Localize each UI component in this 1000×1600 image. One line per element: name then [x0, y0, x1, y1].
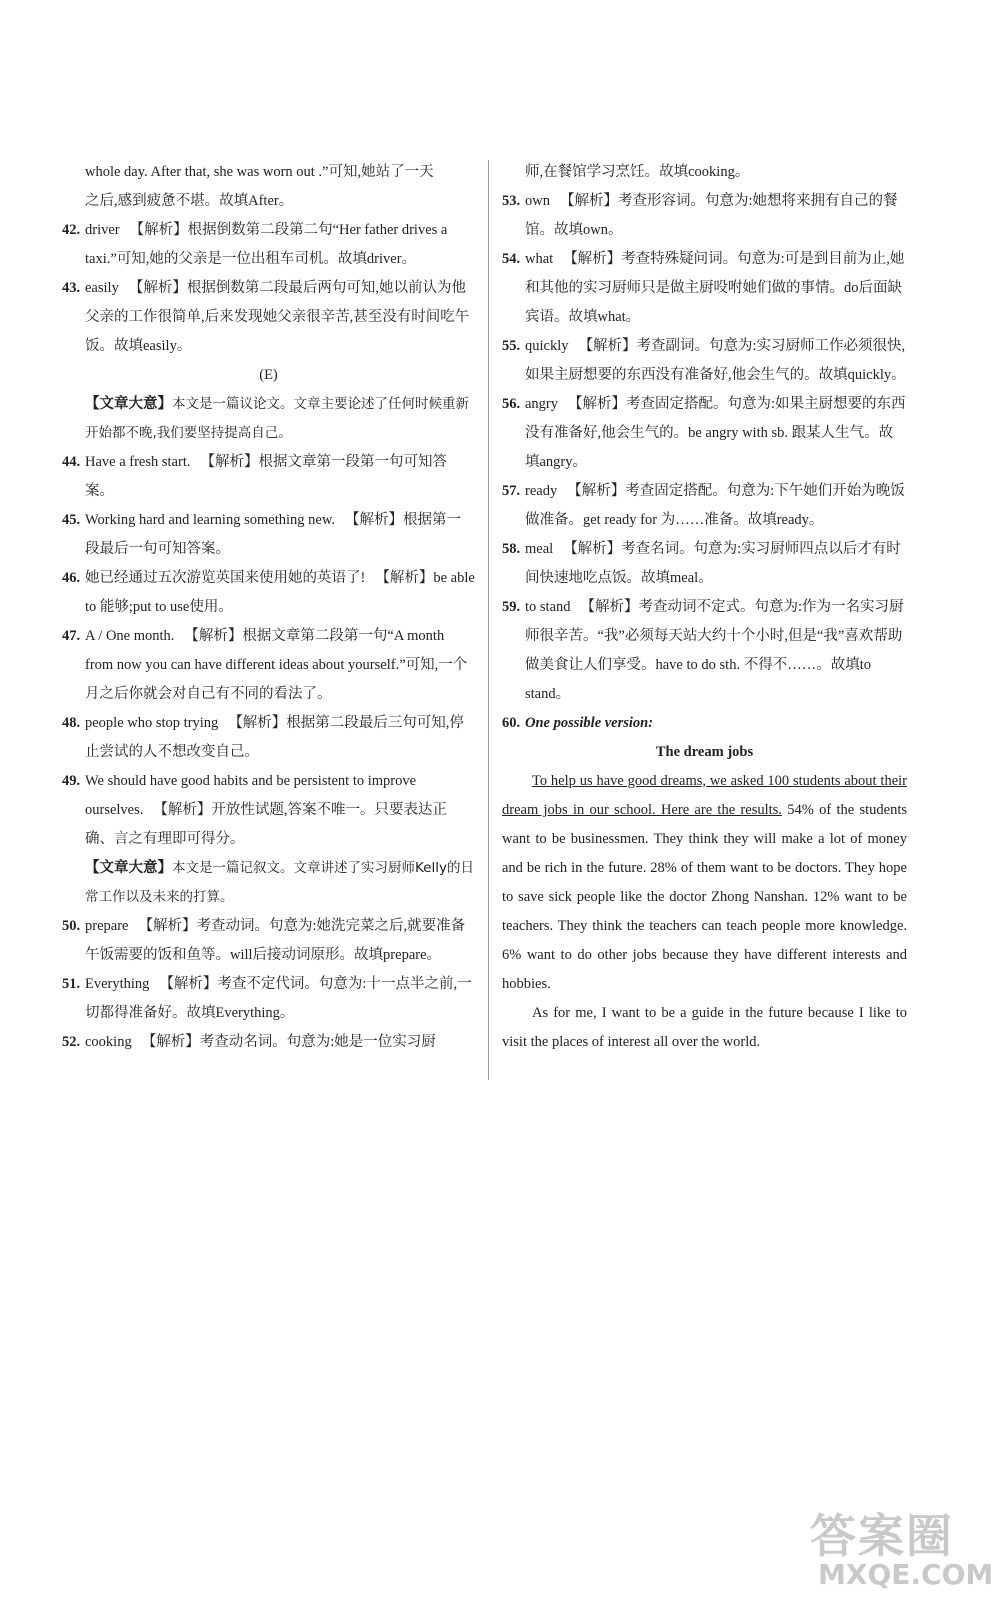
item-answer: We should have good habits and be persistent to improve ourselves.	[85, 773, 417, 818]
item-number: 42.	[62, 222, 81, 238]
column-divider	[488, 160, 489, 1080]
analysis-tag: 【解析】	[129, 222, 188, 238]
item-answer: A / One month.	[85, 628, 175, 644]
analysis-tag: 【解析】	[128, 280, 187, 296]
item-number: 43.	[62, 280, 81, 296]
watermark-logo	[810, 1500, 995, 1595]
item-explanation: 考查固定搭配。句意为:下午她们开始为晚饭做准备。get ready for 为……准备。故填ready。	[525, 483, 905, 528]
analysis-tag: 【解析】	[578, 338, 637, 354]
analysis-tag: 【解析】	[375, 570, 434, 586]
right-column	[502, 158, 907, 1057]
item-number: 58.	[502, 541, 521, 557]
answer-item-45	[62, 506, 475, 564]
answer-item-54	[502, 245, 907, 332]
item-number: 56.	[502, 396, 521, 412]
analysis-tag: 【解析】	[141, 1034, 200, 1050]
answer-item-55	[502, 332, 907, 390]
section-e-heading: (E)	[259, 367, 278, 383]
item-explanation: 根据文章第二段第一句“A month from now you can have different ideas about yourself.”可知,一个月之后你就会对自己有不同的看法了。	[85, 628, 468, 702]
summary-e	[62, 390, 475, 448]
summary-text: 本文是一篇记叙文。文章讲述了实习厨师Kelly的日常工作以及未来的打算。	[85, 860, 474, 905]
item-number: 59.	[502, 599, 521, 615]
item-number: 47.	[62, 628, 81, 644]
essay-body: 54% of the students want to be businessmen. They think they will make a lot of money and be rich in the future. 28% of them want to be doctors. They hope to save sick people like the doctor Zhong Nanshan. 12% want to be teachers. They think the teachers can teach people more knowledge. 6% want to do other jobs because they have different interests and hobbies.	[502, 802, 907, 992]
item-answer: what	[525, 251, 554, 267]
item-explanation: 考查动名词。句意为:她是一位实习厨	[199, 1034, 436, 1050]
item-answer: Everything	[85, 976, 150, 992]
summary-tag: 【文章大意】	[85, 396, 172, 412]
watermark-text: 答案圈	[810, 1509, 954, 1563]
item-explanation: 根据倒数第二段最后两句可知,她以前认为他父亲的工作很简单,后来发现她父亲很辛苦,甚至没有时间吃午饭。故填easily。	[85, 280, 470, 354]
q52-continuation: 师,在餐馆学习烹饪。故填cooking。	[525, 164, 750, 180]
item-explanation: 根据文章第一段第一句可知答案。	[85, 454, 447, 499]
q41-cont-line1: whole day. After that, she was worn out .”可知,她站了一天	[85, 164, 434, 180]
item-explanation: 根据第一段最后一句可知答案。	[85, 512, 461, 557]
answer-item-50	[62, 912, 475, 970]
item-explanation: 考查动词不定式。句意为:作为一名实习厨师很辛苦。“我”必须每天站大约十个小时,但是“我”喜欢帮助做美食让人们享受。have to do sth. 不得不……。故填to stand。	[525, 599, 904, 702]
item-answer: angry	[525, 396, 559, 412]
item-explanation: be able to 能够;put to use使用。	[85, 570, 475, 615]
item-answer: 她已经通过五次游览英国来使用她的英语了!	[85, 570, 366, 586]
essay-paragraph-2: As for me, I want to be a guide in the future because I like to visit the places of interest all over the world.	[502, 1005, 907, 1050]
answer-item-49	[62, 767, 475, 854]
item-answer: meal	[525, 541, 554, 557]
item-explanation: 考查名词。句意为:实习厨师四点以后才有时间快速地吃点饭。故填meal。	[525, 541, 901, 586]
answer-item-56	[502, 390, 907, 477]
left-column	[62, 158, 475, 1057]
item-answer: Working hard and learning something new.	[85, 512, 335, 528]
analysis-tag: 【解析】	[153, 802, 212, 818]
essay-title: The dream jobs	[655, 744, 754, 760]
item-number: 51.	[62, 976, 81, 992]
answer-item-44	[62, 448, 475, 506]
item-number: 57.	[502, 483, 521, 499]
item-number: 45.	[62, 512, 81, 528]
analysis-tag: 【解析】	[568, 396, 627, 412]
item-number: 60.	[502, 715, 521, 731]
watermark-url: MXQE.COM	[818, 1558, 994, 1591]
item-answer: to stand	[525, 599, 571, 615]
item-explanation: 根据倒数第二段第二句“Her father drives a taxi.”可知,她的父亲是一位出租车司机。故填driver。	[85, 222, 448, 267]
answer-item-58	[502, 535, 907, 593]
item-answer: ready	[525, 483, 558, 499]
item-explanation: 考查动词。句意为:她洗完菜之后,就要准备午饭需要的饭和鱼等。will后接动词原形。故填prepare。	[85, 918, 466, 963]
summary-text: 本文是一篇议论文。文章主要论述了任何时候重新开始都不晚,我们要坚持提高自己。	[85, 396, 469, 441]
analysis-tag: 【解析】	[159, 976, 218, 992]
item-number: 46.	[62, 570, 81, 586]
analysis-tag: 【解析】	[567, 483, 626, 499]
item-number: 48.	[62, 715, 81, 731]
analysis-tag: 【解析】	[228, 715, 287, 731]
answer-item-42	[62, 216, 475, 274]
analysis-tag: 【解析】	[563, 541, 622, 557]
item-answer: prepare	[85, 918, 129, 934]
item-explanation: 考查形容词。句意为:她想将来拥有自己的餐馆。故填own。	[525, 193, 898, 238]
analysis-tag: 【解析】	[563, 251, 622, 267]
item-answer: cooking	[85, 1034, 132, 1050]
essay-label: One possible version:	[525, 715, 654, 731]
summary-tag: 【文章大意】	[85, 860, 172, 876]
item-answer: own	[525, 193, 550, 209]
item-answer: quickly	[525, 338, 569, 354]
answer-item-52	[62, 1028, 475, 1057]
item-explanation: 根据第二段最后三句可知,停止尝试的人不想改变自己。	[85, 715, 464, 760]
item-number: 54.	[502, 251, 521, 267]
item-explanation: 考查固定搭配。句意为:如果主厨想要的东西没有准备好,他会生气的。be angry with sb. 跟某人生气。故填angry。	[525, 396, 906, 470]
analysis-tag: 【解析】	[200, 454, 259, 470]
item-number: 49.	[62, 773, 81, 789]
answer-item-46	[62, 564, 475, 622]
item-explanation: 考查不定代词。句意为:十一点半之前,一切都得准备好。故填Everything。	[85, 976, 472, 1021]
item-answer: Have a fresh start.	[85, 454, 191, 470]
essay-intro-underlined: To help us have good dreams, we asked 100 students about their dream jobs in our school. Here are the results.	[502, 773, 907, 818]
item-number: 53.	[502, 193, 521, 209]
summary-f	[62, 854, 475, 912]
answer-item-57	[502, 477, 907, 535]
analysis-tag: 【解析】	[138, 918, 197, 934]
answer-item-43	[62, 274, 475, 361]
answer-item-59	[502, 593, 907, 709]
item-answer: easily	[85, 280, 119, 296]
answer-item-48	[62, 709, 475, 767]
item-number: 50.	[62, 918, 81, 934]
analysis-tag: 【解析】	[559, 193, 618, 209]
analysis-tag: 【解析】	[344, 512, 403, 528]
answer-item-51	[62, 970, 475, 1028]
essay-header	[502, 709, 907, 738]
analysis-tag: 【解析】	[184, 628, 243, 644]
essay-paragraph-1	[502, 767, 907, 999]
item-number: 52.	[62, 1034, 81, 1050]
item-explanation: 考查副词。句意为:实习厨师工作必须很快,如果主厨想要的东西没有准备好,他会生气的。故填quickly。	[525, 338, 906, 383]
item-answer: people who stop trying	[85, 715, 219, 731]
item-answer: driver	[85, 222, 120, 238]
q41-cont-line2: 之后,感到疲惫不堪。故填After。	[85, 193, 294, 209]
item-explanation: 开放性试题,答案不唯一。只要表达正确、言之有理即可得分。	[85, 802, 448, 847]
q41-continuation	[62, 158, 475, 216]
answer-item-47	[62, 622, 475, 709]
analysis-tag: 【解析】	[580, 599, 639, 615]
answer-item-53	[502, 187, 907, 245]
item-explanation: 考查特殊疑问词。句意为:可是到目前为止,她和其他的实习厨师只是做主厨吺咐她们做的事情。do后面缺宾语。故填what。	[525, 251, 905, 325]
item-number: 55.	[502, 338, 521, 354]
item-number: 44.	[62, 454, 81, 470]
